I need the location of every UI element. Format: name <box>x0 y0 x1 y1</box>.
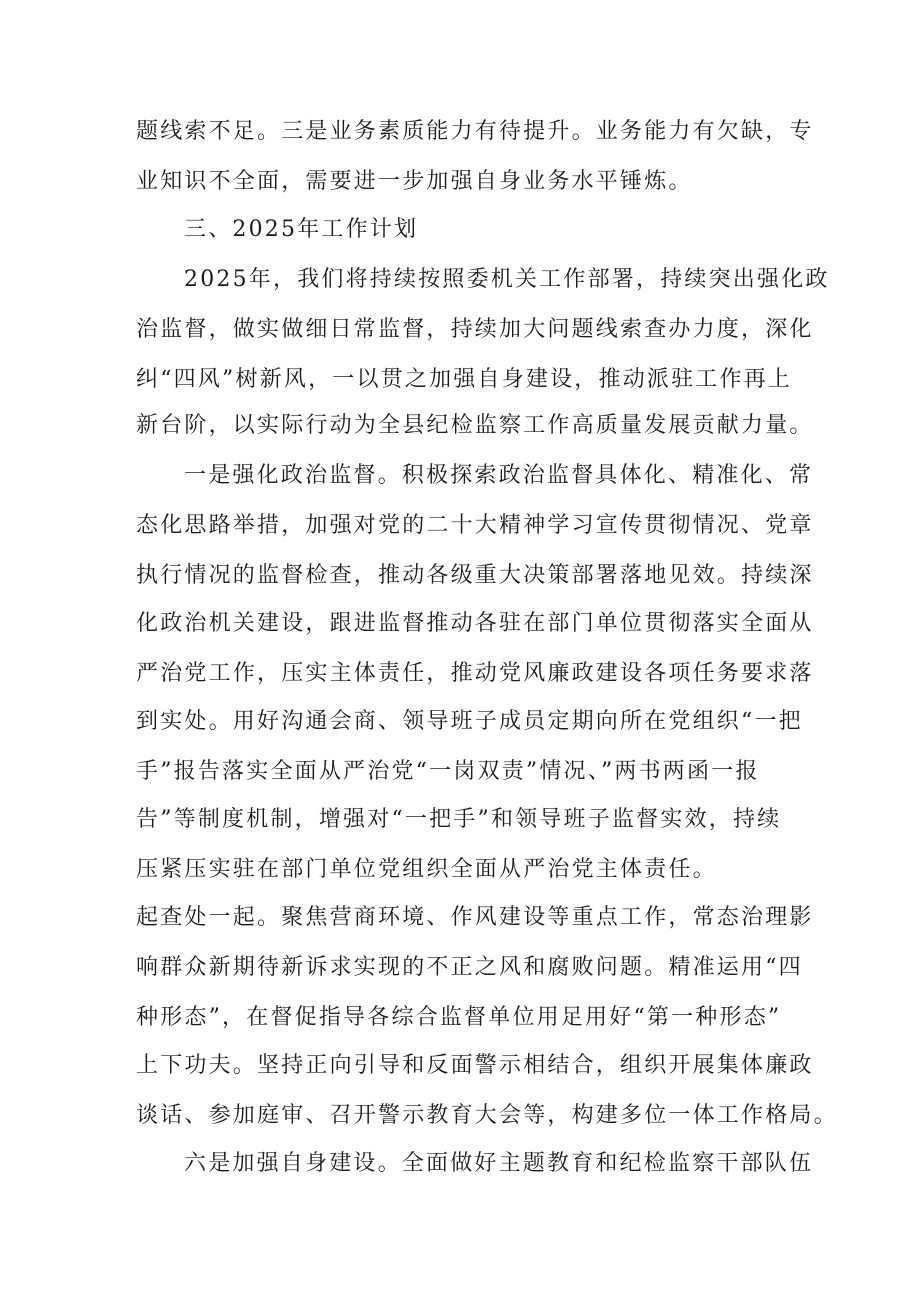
paragraph-line: 到实处。用好沟通会商、领导班子成员定期向所在党组织“一把 <box>136 709 803 734</box>
paragraph-line: 执行情况的监督检查，推动各级重大决策部署落地见效。持续深 <box>136 563 814 588</box>
paragraph-line: 上下功夫。坚持正向引导和反面警示相结合，组织开展集体廉政 <box>136 1053 814 1078</box>
paragraph-line: 种形态”，在督促指导各综合监督单位用足用好“第一种形态” <box>136 1005 782 1030</box>
paragraph-line: 业知识不全面，需要进一步加强自身业务水平锤炼。 <box>136 169 693 194</box>
paragraph-line: 题线索不足。三是业务素质能力有待提升。业务能力有欠缺，专 <box>136 119 814 144</box>
paragraph-line: 2025年，我们将持续按照委机关工作部署，持续突出强化政 <box>184 267 830 292</box>
paragraph-line: 态化思路举措，加强对党的二十大精神学习宣传贯彻情况、党章 <box>136 513 814 538</box>
paragraph-line: 治监督，做实做细日常监督，持续加大问题线索查办力度，深化 <box>136 317 814 342</box>
paragraph-line: 告”等制度机制，增强对“一把手”和领导班子监督实效，持续 <box>136 807 782 832</box>
paragraph-line: 起查处一起。聚焦营商环境、作风建设等重点工作，常态治理影 <box>136 905 814 930</box>
section-heading: 三、2025年工作计划 <box>184 217 419 242</box>
paragraph-line: 纠“四风”树新风，一以贯之加强自身建设，推动派驻工作再上 <box>136 367 793 392</box>
paragraph-line: 压紧压实驻在部门单位党组织全面从严治党主体责任。 <box>136 857 717 882</box>
paragraph-line: 严治党工作，压实主体责任，推动党风廉政建设各项任务要求落 <box>136 661 814 686</box>
paragraph-line: 六是加强自身建设。全面做好主题教育和纪检监察干部队伍 <box>184 1151 814 1176</box>
paragraph-line: 新台阶，以实际行动为全县纪检监察工作高质量发展贡献力量。 <box>136 413 814 438</box>
paragraph-line: 响群众新期待新诉求实现的不正之风和腐败问题。精准运用“四 <box>136 955 803 980</box>
paragraph-line: 化政治机关建设，跟进监督推动各驻在部门单位贯彻落实全面从 <box>136 611 814 636</box>
paragraph-line: 手”报告落实全面从严治党“一岗双责”情况、”两书两函一报 <box>136 759 760 784</box>
paragraph-line: 一是强化政治监督。积极探索政治监督具体化、精准化、常 <box>184 463 814 488</box>
paragraph-line: 谈话、参加庭审、召开警示教育大会等，构建多位一体工作格局。 <box>136 1103 838 1128</box>
